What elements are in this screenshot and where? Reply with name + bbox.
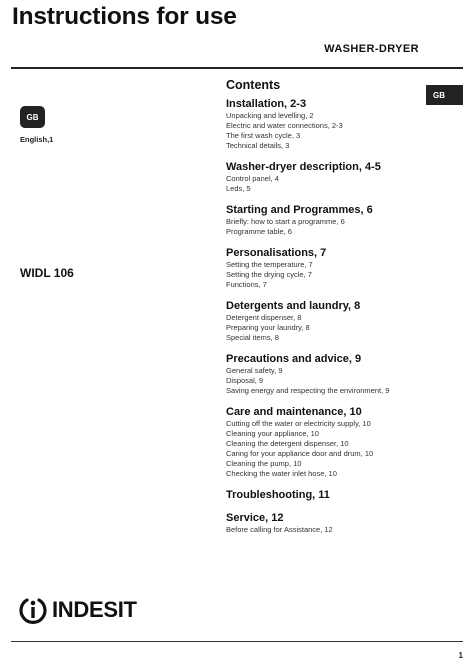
product-type: WASHER-DRYER xyxy=(324,43,419,55)
contents-item: Saving energy and respecting the environment, 9 xyxy=(226,386,390,395)
footer-divider xyxy=(11,641,463,642)
contents-section xyxy=(226,98,462,151)
brand-logo xyxy=(18,594,137,626)
section-title: Installation, 2-3 xyxy=(226,98,307,110)
contents-item: Functions, 7 xyxy=(226,280,267,289)
section-title: Washer-dryer description, 4-5 xyxy=(226,161,381,173)
section-title: Detergents and laundry, 8 xyxy=(226,300,361,312)
contents-section xyxy=(226,300,462,343)
contents-section xyxy=(226,247,462,290)
contents-item: Cleaning your appliance, 10 xyxy=(226,429,319,438)
contents-item: Setting the temperature, 7 xyxy=(226,260,313,269)
section-title: Service, 12 xyxy=(226,512,284,524)
indesit-logo-icon xyxy=(18,594,48,626)
section-title: Starting and Programmes, 6 xyxy=(226,204,373,216)
contents-item: Preparing your laundry, 8 xyxy=(226,323,310,332)
contents-title: Contents xyxy=(226,78,281,92)
contents-item: Electric and water connections, 2-3 xyxy=(226,121,343,130)
contents-item: Caring for your appliance door and drum, 10 xyxy=(226,449,374,458)
contents-item: Cleaning the detergent dispenser, 10 xyxy=(226,439,349,448)
contents-item: Before calling for Assistance, 12 xyxy=(226,525,333,534)
contents-section xyxy=(226,161,462,194)
page-title: Instructions for use xyxy=(12,3,237,30)
contents-item: Control panel, 4 xyxy=(226,174,279,183)
header-divider xyxy=(11,67,463,69)
section-title: Precautions and advice, 9 xyxy=(226,353,362,365)
contents-item: Special items, 8 xyxy=(226,333,279,342)
language-badge: GB xyxy=(20,106,45,128)
contents-section xyxy=(226,512,462,535)
brand-name: INDESIT xyxy=(52,597,137,622)
contents-item: Setting the drying cycle, 7 xyxy=(226,270,312,279)
language-tab: GB xyxy=(426,85,463,105)
contents-item: Cutting off the water or electricity supply, 10 xyxy=(226,419,371,428)
contents-item: Disposal, 9 xyxy=(226,376,264,385)
contents-item: Programme table, 6 xyxy=(226,227,292,236)
contents-sections xyxy=(226,98,462,535)
page-number: 1 xyxy=(458,651,463,660)
contents-section xyxy=(226,353,462,396)
table-of-contents xyxy=(226,78,462,545)
contents-item: Briefly: how to start a programme, 6 xyxy=(226,217,345,226)
contents-item: Leds, 5 xyxy=(226,184,251,193)
contents-item: General safety, 9 xyxy=(226,366,283,375)
language-label: English,1 xyxy=(20,135,54,144)
contents-section xyxy=(226,489,462,502)
contents-item: Technical details, 3 xyxy=(226,141,290,150)
contents-item: Checking the water inlet hose, 10 xyxy=(226,469,337,478)
model-number: WIDL 106 xyxy=(20,266,74,280)
section-title: Care and maintenance, 10 xyxy=(226,406,362,418)
contents-item: Detergent dispenser, 8 xyxy=(226,313,302,322)
contents-section xyxy=(226,204,462,237)
contents-item: Unpacking and levelling, 2 xyxy=(226,111,314,120)
contents-item: Cleaning the pump, 10 xyxy=(226,459,302,468)
section-title: Troubleshooting, 11 xyxy=(226,489,330,501)
contents-section xyxy=(226,406,462,479)
section-title: Personalisations, 7 xyxy=(226,247,327,259)
contents-item: The first wash cycle, 3 xyxy=(226,131,301,140)
